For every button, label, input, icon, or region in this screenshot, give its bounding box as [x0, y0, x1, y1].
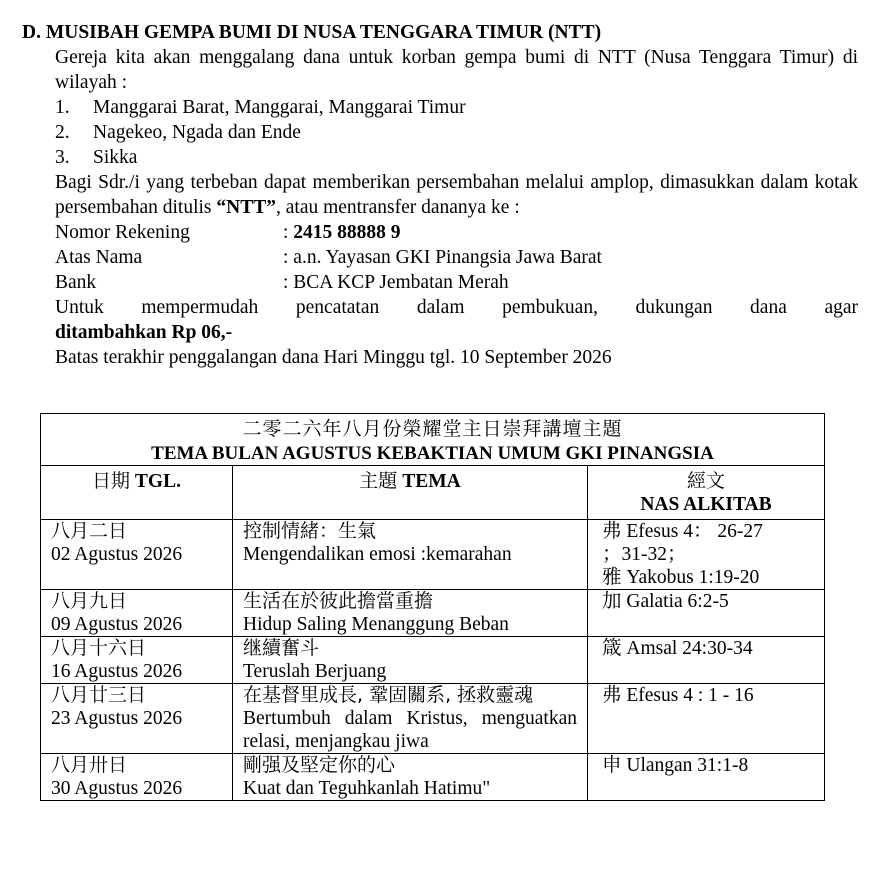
verse-cell: 申 Ulangan 31:1-8	[588, 754, 825, 801]
verse-cell: 弗 Efesus 4： 26-27 ；31-32； 雅 Yakobus 1:19-20	[588, 520, 825, 590]
deadline-text: Batas terakhir penggalangan dana Hari Minggu tgl. 10 September 2026	[55, 347, 612, 368]
note-line: Untuk mempermudah pencatatan dalam pembukuan, dukungan dana agar	[55, 297, 858, 318]
bank-row-name	[55, 245, 858, 270]
date-cell: 八月廿三日 23 Agustus 2026	[41, 684, 233, 754]
offering-text: Bagi Sdr./i yang terbeban dapat memberikan persembahan melalui amplop, dimasukkan dalam kotak persembahan ditulis “NTT”, atau mentransfer dananya ke :	[55, 172, 858, 218]
bank-row-bank	[55, 270, 858, 295]
table-title: TEMA BULAN AGUSTUS KEBAKTIAN UMUM GKI PINANGSIA	[151, 443, 714, 464]
date-cell: 八月二日 02 Agustus 2026	[41, 520, 233, 590]
theme-cell: 生活在於彼此擔當重擔 Hidup Saling Menanggung Beban	[233, 590, 588, 637]
bank-row-account	[55, 220, 858, 245]
offering-code: “NTT”	[216, 197, 276, 218]
list-text: Manggarai Barat, Manggarai, Manggarai Timur	[93, 97, 466, 118]
theme-cell: 在基督里成長, 鞏固關系, 拯救靈魂 Bertumbuh dalam Kristus, menguatkan relasi, menjangkau jiwa	[233, 684, 588, 754]
list-item	[55, 120, 858, 145]
table-title-zh: 二零二六年八月份榮耀堂主日崇拜講壇主題	[242, 418, 623, 440]
note-bold: ditambahkan Rp 06,-	[55, 322, 233, 343]
table-row	[41, 754, 825, 801]
schedule-table	[40, 413, 825, 801]
theme-cell: 继續奮斗 Teruslah Berjuang	[233, 637, 588, 684]
date-cell: 八月十六日 16 Agustus 2026	[41, 637, 233, 684]
table-row	[41, 684, 825, 754]
bank-value: : a.n. Yayasan GKI Pinangsia Jawa Barat	[283, 247, 602, 268]
col-header-verse: 經文 NAS ALKITAB	[588, 466, 825, 520]
table-row	[41, 590, 825, 637]
verse-cell: 箴 Amsal 24:30-34	[588, 637, 825, 684]
table-row	[41, 637, 825, 684]
bank-value: : 2415 88888 9	[283, 222, 401, 243]
bank-label: Atas Nama	[55, 247, 143, 268]
col-header-date: 日期 TGL.	[41, 466, 233, 520]
list-item	[55, 145, 858, 170]
bank-value: : BCA KCP Jembatan Merah	[283, 272, 509, 293]
verse-cell: 弗 Efesus 4 : 1 - 16	[588, 684, 825, 754]
bank-label: Bank	[55, 272, 97, 293]
table-title-row	[41, 414, 825, 466]
date-cell: 八月卅日 30 Agustus 2026	[41, 754, 233, 801]
list-text: Nagekeo, Ngada dan Ende	[93, 122, 301, 143]
table-row	[41, 520, 825, 590]
announcement-body	[55, 45, 858, 370]
col-header-theme: 主題 TEMA	[233, 466, 588, 520]
verse-cell: 加 Galatia 6:2-5	[588, 590, 825, 637]
list-text: Sikka	[93, 147, 138, 168]
list-item	[55, 95, 858, 120]
bank-label: Nomor Rekening	[55, 222, 190, 243]
date-cell: 八月九日 09 Agustus 2026	[41, 590, 233, 637]
list-number: 1.	[55, 97, 70, 118]
list-number: 3.	[55, 147, 70, 168]
region-list	[55, 95, 858, 170]
section-heading: D. MUSIBAH GEMPA BUMI DI NUSA TENGGARA TIMUR (NTT)	[22, 22, 602, 43]
table-header-row	[41, 466, 825, 520]
theme-cell: 剛强及堅定你的心 Kuat dan Teguhkanlah Hatimu"	[233, 754, 588, 801]
list-number: 2.	[55, 122, 70, 143]
theme-cell: 控制情緒：生氣 Mengendalikan emosi :kemarahan	[233, 520, 588, 590]
intro-text: Gereja kita akan menggalang dana untuk korban gempa bumi di NTT (Nusa Tenggara Timur) di wilayah :	[55, 47, 858, 93]
